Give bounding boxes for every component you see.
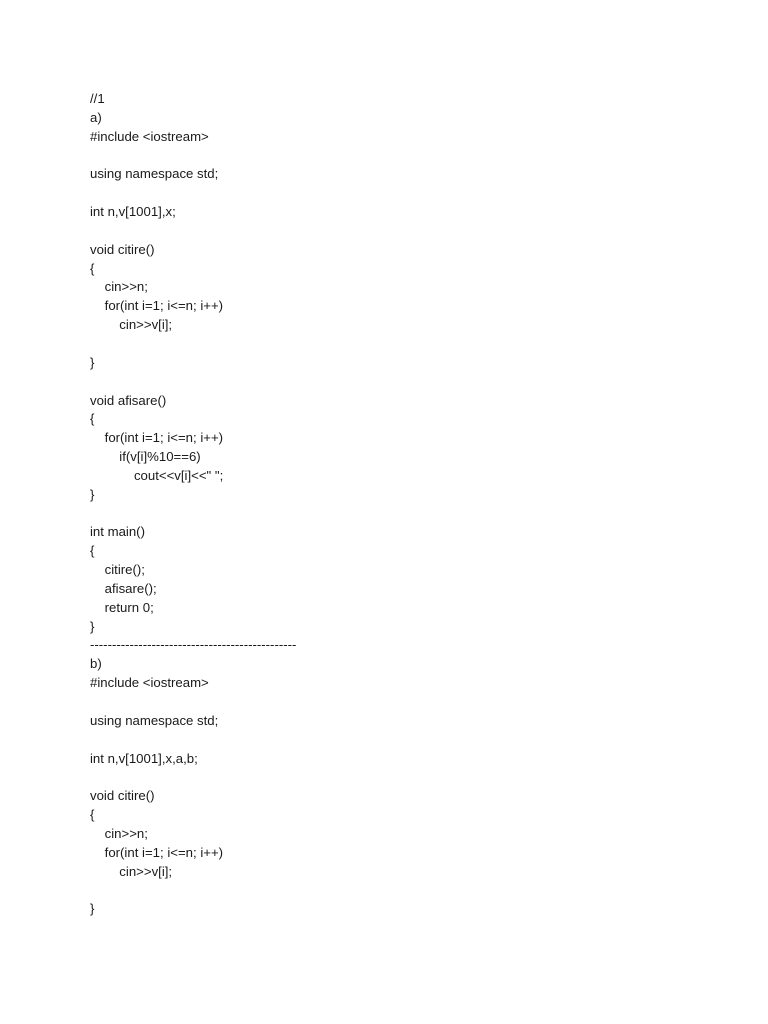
code-listing (90, 90, 730, 919)
code-line: return 0; (90, 599, 154, 615)
code-line: cout<<v[i]<<" "; (90, 467, 224, 483)
code-line (90, 222, 730, 241)
code-line: } (90, 618, 95, 634)
code-line (90, 505, 730, 524)
code-line (90, 881, 730, 900)
code-line: citire(); (90, 562, 145, 578)
code-line: a) (90, 109, 102, 125)
code-line (90, 335, 730, 354)
code-line (90, 147, 730, 166)
code-line: cin>>n; (90, 825, 148, 841)
code-line: for(int i=1; i<=n; i++) (90, 844, 224, 860)
code-line: if(v[i]%10==6) (90, 449, 201, 465)
code-line: #include <iostream> (90, 128, 209, 144)
code-line: { (90, 807, 95, 823)
code-line: ----------------------------------------------- (90, 637, 297, 653)
code-line: cin>>v[i]; (90, 863, 173, 879)
code-line (90, 731, 730, 750)
code-line: } (90, 354, 95, 370)
code-line: //1 (90, 91, 105, 106)
code-line: int main() (90, 524, 145, 540)
code-line: for(int i=1; i<=n; i++) (90, 430, 224, 446)
code-line: void citire() (90, 788, 155, 804)
code-line: { (90, 543, 95, 559)
code-line (90, 184, 730, 203)
code-line: #include <iostream> (90, 675, 209, 691)
code-line: using namespace std; (90, 166, 219, 182)
code-line: cin>>v[i]; (90, 317, 173, 333)
code-line: using namespace std; (90, 712, 219, 728)
code-line: b) (90, 656, 102, 672)
code-line: int n,v[1001],x,a,b; (90, 750, 198, 766)
code-line: afisare(); (90, 580, 157, 596)
code-line: { (90, 260, 95, 276)
code-line (90, 373, 730, 392)
code-line: for(int i=1; i<=n; i++) (90, 298, 224, 314)
code-line: int n,v[1001],x; (90, 204, 176, 220)
code-line: cin>>n; (90, 279, 148, 295)
code-line: void afisare() (90, 392, 167, 408)
code-line: } (90, 486, 95, 502)
code-line: void citire() (90, 241, 155, 257)
code-line: { (90, 411, 95, 427)
code-line: } (90, 901, 95, 917)
code-line (90, 693, 730, 712)
code-line (90, 768, 730, 787)
